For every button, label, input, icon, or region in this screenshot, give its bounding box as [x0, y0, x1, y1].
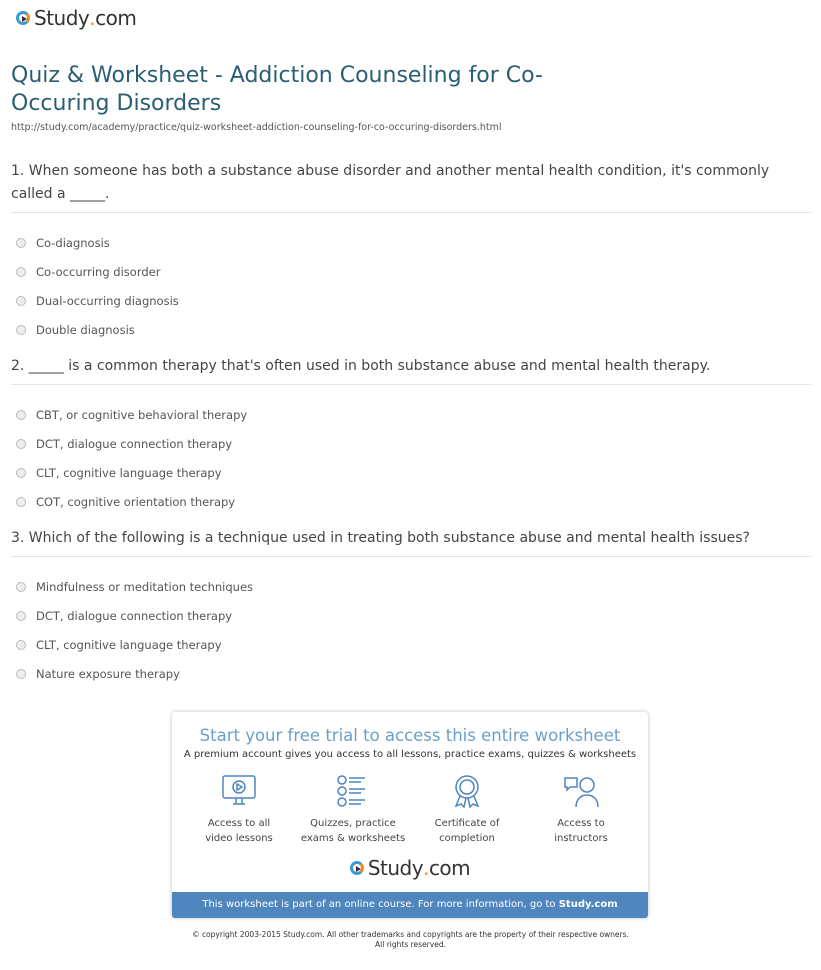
radio-icon[interactable]	[16, 410, 26, 420]
radio-icon[interactable]	[16, 325, 26, 335]
option[interactable]	[11, 228, 811, 257]
option[interactable]	[11, 286, 811, 315]
promo-subtitle: A premium account gives you access to all lessons, practice exams, quizzes & worksheets	[183, 749, 637, 760]
radio-icon[interactable]	[16, 296, 26, 306]
question-2	[11, 355, 811, 516]
study-link[interactable]: Study.com	[558, 899, 618, 910]
promo-study-logo[interactable]: Study . com	[172, 856, 648, 880]
option[interactable]	[11, 400, 811, 429]
radio-icon[interactable]	[16, 439, 26, 449]
radio-icon[interactable]	[16, 468, 26, 478]
option-label: DCT, dialogue connection therapy	[36, 608, 233, 623]
option-label: CLT, cognitive language therapy	[36, 465, 222, 480]
option-label: Double diagnosis	[36, 322, 135, 337]
option[interactable]	[11, 630, 811, 659]
page-title: Quiz & Worksheet - Addiction Counseling for Co-Occuring Disorders	[11, 63, 543, 116]
option[interactable]	[11, 659, 811, 688]
feature-certificate: Certificate of completion	[412, 774, 522, 846]
option[interactable]	[11, 429, 811, 458]
radio-icon[interactable]	[16, 669, 26, 679]
question-1	[11, 160, 811, 344]
radio-icon[interactable]	[16, 497, 26, 507]
play-logo-icon	[350, 861, 364, 875]
feature-quizzes: Quizzes, practice exams & worksheets	[298, 774, 408, 846]
question-text: 2. _____ is a common therapy that's often used in both substance abuse and mental health therapy.	[11, 355, 811, 385]
option[interactable]	[11, 257, 811, 286]
option-label: Co-occurring disorder	[36, 264, 161, 279]
study-logo[interactable]: Study . com	[16, 6, 136, 30]
option-label: Dual-occurring diagnosis	[36, 293, 179, 308]
course-info-bar: This worksheet is part of an online course. For more information, go to Study.com	[172, 892, 648, 918]
option-label: CLT, cognitive language therapy	[36, 637, 222, 652]
free-trial-promo[interactable]	[172, 712, 648, 918]
play-logo-icon	[16, 11, 30, 25]
question-text: 1. When someone has both a substance abuse disorder and another mental health condition, it's commonly called a _____.	[11, 160, 811, 213]
option-label: Nature exposure therapy	[36, 666, 180, 681]
radio-icon[interactable]	[16, 640, 26, 650]
radio-icon[interactable]	[16, 582, 26, 592]
copyright: © copyright 2003-2015 Study.com. All other trademarks and copyrights are the property of their respective owners. All rights reserved.	[192, 930, 629, 949]
option[interactable]	[11, 601, 811, 630]
option-label: Mindfulness or meditation techniques	[36, 579, 254, 594]
promo-title: Start your free trial to access this entire worksheet	[199, 726, 621, 745]
question-text: 3. Which of the following is a technique used in treating both substance abuse and mental health issues?	[11, 527, 811, 557]
option-label: CBT, or cognitive behavioral therapy	[36, 407, 248, 422]
page-url: http://study.com/academy/practice/quiz-worksheet-addiction-counseling-for-co-occuring-disorders.html	[11, 122, 502, 133]
option-label: DCT, dialogue connection therapy	[36, 436, 233, 451]
option[interactable]	[11, 572, 811, 601]
radio-icon[interactable]	[16, 267, 26, 277]
radio-icon[interactable]	[16, 238, 26, 248]
certificate-ribbon-icon	[449, 774, 485, 808]
option-label: Co-diagnosis	[36, 235, 110, 250]
instructor-chat-icon	[563, 774, 599, 808]
option-label: COT, cognitive orientation therapy	[36, 494, 236, 509]
video-monitor-icon	[221, 774, 257, 808]
checklist-icon	[335, 774, 371, 808]
radio-icon[interactable]	[16, 611, 26, 621]
option[interactable]	[11, 487, 811, 516]
feature-video-lessons: Access to all video lessons	[184, 774, 294, 846]
option[interactable]	[11, 315, 811, 344]
option[interactable]	[11, 458, 811, 487]
feature-instructors: Access to instructors	[526, 774, 636, 846]
question-3	[11, 527, 811, 688]
